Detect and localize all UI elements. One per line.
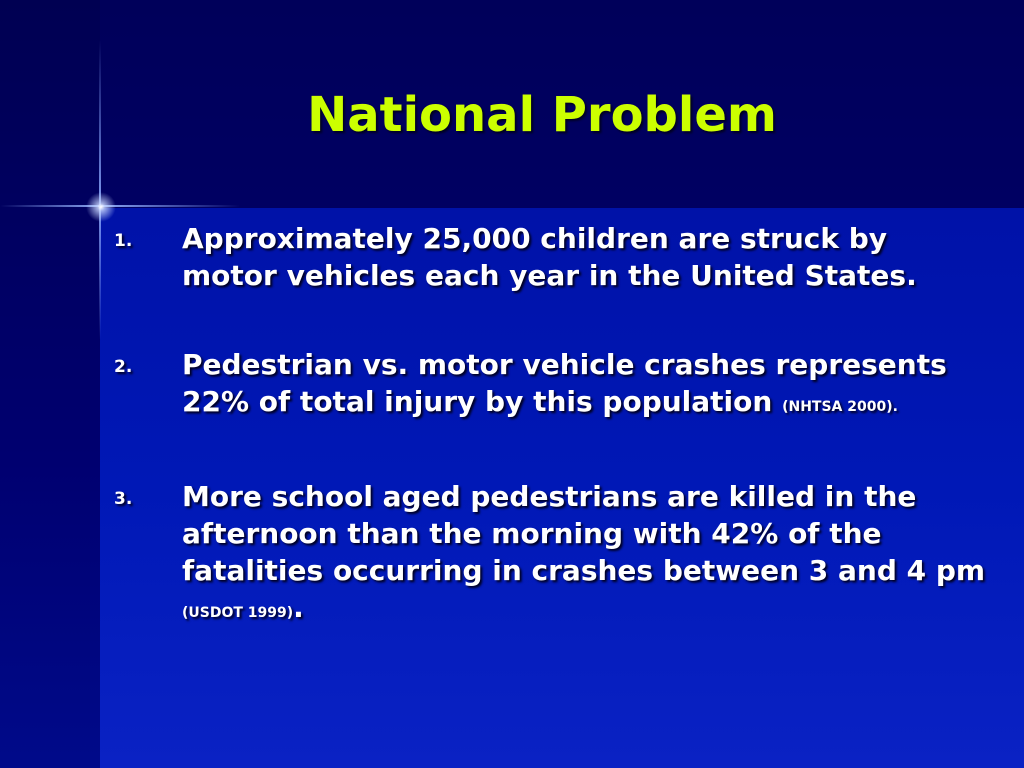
item-text: Pedestrian vs. motor vehicle crashes represents 22% of total injury by this population (182, 348, 947, 418)
item-suffix: . (293, 591, 304, 624)
list-item (110, 220, 990, 294)
list-item (110, 346, 990, 426)
item-citation: (USDOT 1999) (182, 605, 294, 621)
item-text: More school aged pedestrians are killed in the afternoon than the morning with 42% of the fatalities occurring in crashes between 3 and 4 pm (182, 480, 986, 587)
star-sparkle-icon (86, 192, 116, 222)
item-number: 2. (114, 357, 133, 377)
list-item (110, 478, 990, 632)
item-number: 3. (114, 489, 133, 509)
item-citation: (NHTSA 2000) (782, 399, 893, 415)
item-suffix: . (892, 399, 898, 415)
item-text: Approximately 25,000 children are struck by motor vehicles each year in the United States. (182, 222, 917, 292)
left-panel (0, 0, 100, 768)
bullet-list (110, 220, 990, 632)
item-number: 1. (114, 231, 133, 251)
horizontal-light-line (0, 205, 240, 207)
slide-title: National Problem (307, 87, 777, 143)
